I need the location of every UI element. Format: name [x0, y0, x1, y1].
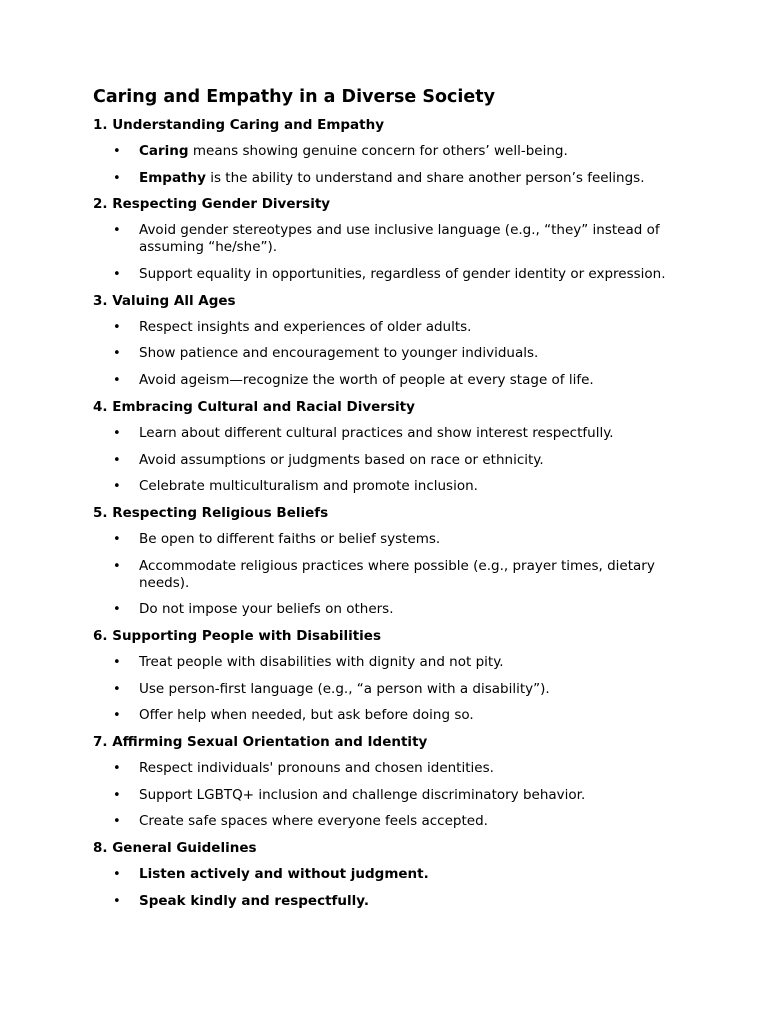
bold-term: Empathy [139, 169, 206, 186]
list-item-text [139, 170, 679, 187]
list-item [93, 601, 693, 618]
bullet-list [93, 654, 693, 724]
bullet-icon: • [113, 654, 121, 670]
bullet-list [93, 222, 693, 283]
section-heading: 6. Supporting People with Disabilities [93, 627, 382, 644]
list-item-text [139, 143, 679, 160]
bullet-icon: • [113, 425, 121, 441]
list-item [93, 893, 693, 910]
bullet-list [93, 760, 693, 830]
bullet-icon: • [113, 558, 121, 574]
section-8 [93, 840, 693, 910]
section-7 [93, 734, 693, 830]
item-text: Support LGBTQ+ inclusion and challenge discriminatory behavior. [139, 786, 586, 803]
document-page [93, 86, 693, 919]
bullet-icon: • [113, 893, 121, 909]
item-text: Show patience and encouragement to younger individuals. [139, 345, 539, 362]
bullet-icon: • [113, 346, 121, 362]
item-text: Accommodate religious practices where possible (e.g., prayer times, dietary needs). [139, 557, 655, 591]
item-text: Avoid assumptions or judgments based on race or ethnicity. [139, 451, 544, 468]
list-item-text [139, 813, 679, 830]
section-6 [93, 628, 693, 724]
bullet-list [93, 425, 693, 495]
list-item [93, 558, 693, 592]
bullet-icon: • [113, 681, 121, 697]
list-item [93, 707, 693, 724]
bullet-list [93, 143, 693, 187]
list-item [93, 266, 693, 283]
list-item [93, 787, 693, 804]
bullet-icon: • [113, 708, 121, 724]
sections-container [93, 117, 693, 910]
list-item-text [139, 760, 679, 777]
bullet-icon: • [113, 319, 121, 335]
list-item [93, 478, 693, 495]
section-heading: 7. Affirming Sexual Orientation and Identity [93, 734, 428, 750]
list-item-text [139, 531, 679, 548]
list-item-text [139, 707, 679, 724]
bullet-icon: • [113, 787, 121, 803]
bullet-list [93, 866, 693, 910]
section-2 [93, 196, 693, 283]
item-text: Learn about different cultural practices and show interest respectfully. [139, 424, 614, 441]
list-item-text [139, 266, 679, 283]
bullet-icon: • [113, 170, 121, 186]
section-heading: 1. Understanding Caring and Empathy [93, 117, 385, 133]
item-text: Use person-first language (e.g., “a person with a disability”). [139, 680, 550, 697]
bullet-icon: • [113, 223, 121, 239]
list-item-text [139, 319, 679, 336]
item-text: Avoid ageism—recognize the worth of people at every stage of life. [139, 372, 594, 389]
bullet-icon: • [113, 479, 121, 495]
bold-term: Speak kindly and respectfully. [139, 892, 369, 909]
item-text: Offer help when needed, but ask before doing so. [139, 707, 474, 724]
list-item-text [139, 425, 679, 442]
item-text: Do not impose your beliefs on others. [139, 601, 394, 618]
list-item-text [139, 372, 679, 389]
section-heading: 2. Respecting Gender Diversity [93, 196, 331, 213]
list-item [93, 452, 693, 469]
bullet-icon: • [113, 814, 121, 830]
bullet-icon: • [113, 452, 121, 468]
document-title: Caring and Empathy in a Diverse Society [93, 87, 495, 107]
item-text: Avoid gender stereotypes and use inclusive language (e.g., “they” instead of assuming “he/she”). [139, 222, 660, 256]
list-item [93, 760, 693, 777]
item-text: is the ability to understand and share another person’s feelings. [205, 169, 645, 186]
list-item [93, 866, 693, 883]
list-item-text [139, 222, 679, 256]
section-5 [93, 505, 693, 618]
bullet-icon: • [113, 531, 121, 547]
item-text: Create safe spaces where everyone feels accepted. [139, 813, 488, 830]
item-text: means showing genuine concern for others’ well-being. [188, 143, 568, 159]
item-text: Treat people with disabilities with dignity and not pity. [139, 653, 504, 670]
list-item-text [139, 601, 679, 618]
list-item [93, 170, 693, 187]
list-item-text [139, 345, 679, 362]
bullet-icon: • [113, 144, 121, 159]
bullet-list [93, 531, 693, 618]
list-item-text [139, 452, 679, 469]
section-heading: 8. General Guidelines [93, 840, 257, 857]
section-heading: 5. Respecting Religious Beliefs [93, 504, 329, 521]
list-item-text [139, 478, 679, 495]
item-text: Celebrate multiculturalism and promote inclusion. [139, 478, 478, 495]
bold-term: Listen actively and without judgment. [139, 866, 429, 883]
list-item [93, 319, 693, 336]
list-item [93, 681, 693, 698]
item-text: Support equality in opportunities, regardless of gender identity or expression. [139, 266, 666, 283]
list-item-text [139, 681, 679, 698]
list-item [93, 531, 693, 548]
list-item-text [139, 654, 679, 671]
bullet-icon: • [113, 867, 121, 883]
list-item-text [139, 866, 679, 883]
list-item [93, 654, 693, 671]
list-item [93, 222, 693, 256]
section-4 [93, 399, 693, 495]
list-item [93, 143, 693, 160]
section-3 [93, 293, 693, 389]
section-1 [93, 117, 693, 187]
list-item [93, 813, 693, 830]
bullet-icon: • [113, 267, 121, 283]
bullet-icon: • [113, 761, 121, 776]
item-text: Respect insights and experiences of older adults. [139, 318, 472, 335]
bullet-icon: • [113, 602, 121, 618]
item-text: Be open to different faiths or belief systems. [139, 530, 441, 547]
list-item-text [139, 893, 679, 910]
section-heading: 4. Embracing Cultural and Racial Diversity [93, 398, 415, 415]
list-item-text [139, 558, 679, 592]
list-item-text [139, 787, 679, 804]
list-item [93, 425, 693, 442]
bold-term: Caring [139, 143, 189, 159]
bullet-icon: • [113, 373, 121, 389]
section-heading: 3. Valuing All Ages [93, 292, 236, 309]
list-item [93, 372, 693, 389]
bullet-list [93, 319, 693, 389]
item-text: Respect individuals' pronouns and chosen identities. [139, 760, 494, 776]
list-item [93, 345, 693, 362]
